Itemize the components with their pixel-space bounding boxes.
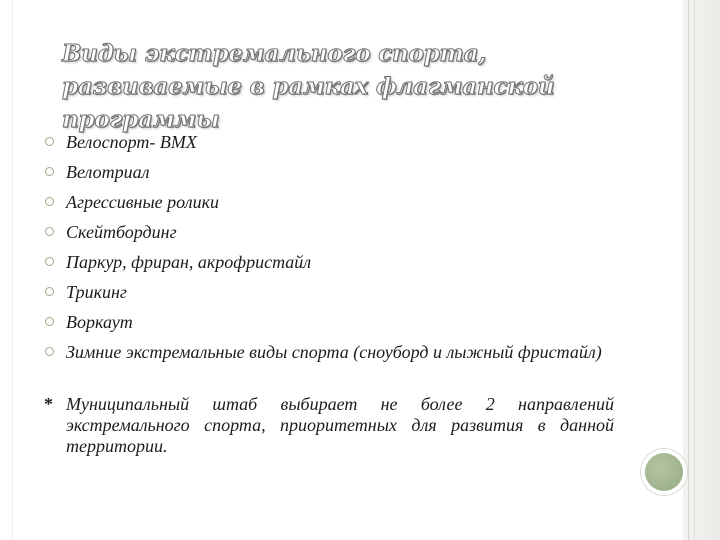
bullet-item (44, 222, 624, 243)
frame-line-left (12, 0, 13, 540)
bullet-text: Воркаут (66, 312, 133, 332)
bullet-text: Агрессивные ролики (66, 192, 219, 212)
bullet-text: Велотриал (66, 162, 150, 182)
bullet-circle-icon (45, 317, 54, 326)
bullet-item (44, 192, 624, 213)
bullet-circle-icon (45, 227, 54, 236)
bullet-item (44, 342, 624, 363)
bullet-item (44, 252, 624, 273)
bullet-circle-icon (45, 197, 54, 206)
footnote-text: Муниципальный штаб выбирает не более 2 направлений экстремального спорта, приоритетных для развития в данной территории. (66, 394, 614, 456)
bullet-circle-icon (45, 167, 54, 176)
bullet-circle-icon (45, 287, 54, 296)
bullet-text: Скейтбординг (66, 222, 177, 242)
right-frame-line (688, 0, 689, 540)
bullet-circle-icon (45, 257, 54, 266)
footnote (44, 394, 614, 457)
bullet-item (44, 132, 624, 153)
footnote-asterisk: * (44, 394, 53, 414)
bullet-circle-icon (45, 347, 54, 356)
bullet-item (44, 162, 624, 183)
decorative-circle-icon (645, 453, 683, 491)
bullet-text: Паркур, фриран, акрофристайл (66, 252, 312, 272)
bullet-item (44, 312, 624, 333)
right-frame-line-inner (694, 0, 695, 540)
bullet-text: Трикинг (66, 282, 127, 302)
slide-title: Виды экстремального спорта, развиваемые в рамках флагманской программы (62, 40, 555, 133)
bullet-item (44, 282, 624, 303)
bullet-circle-icon (45, 137, 54, 146)
bullet-text: Велоспорт- ВМХ (66, 132, 197, 152)
bullet-list (44, 132, 624, 363)
bullet-text: Зимние экстремальные виды спорта (сноуборд и лыжный фристайл) (66, 342, 602, 362)
